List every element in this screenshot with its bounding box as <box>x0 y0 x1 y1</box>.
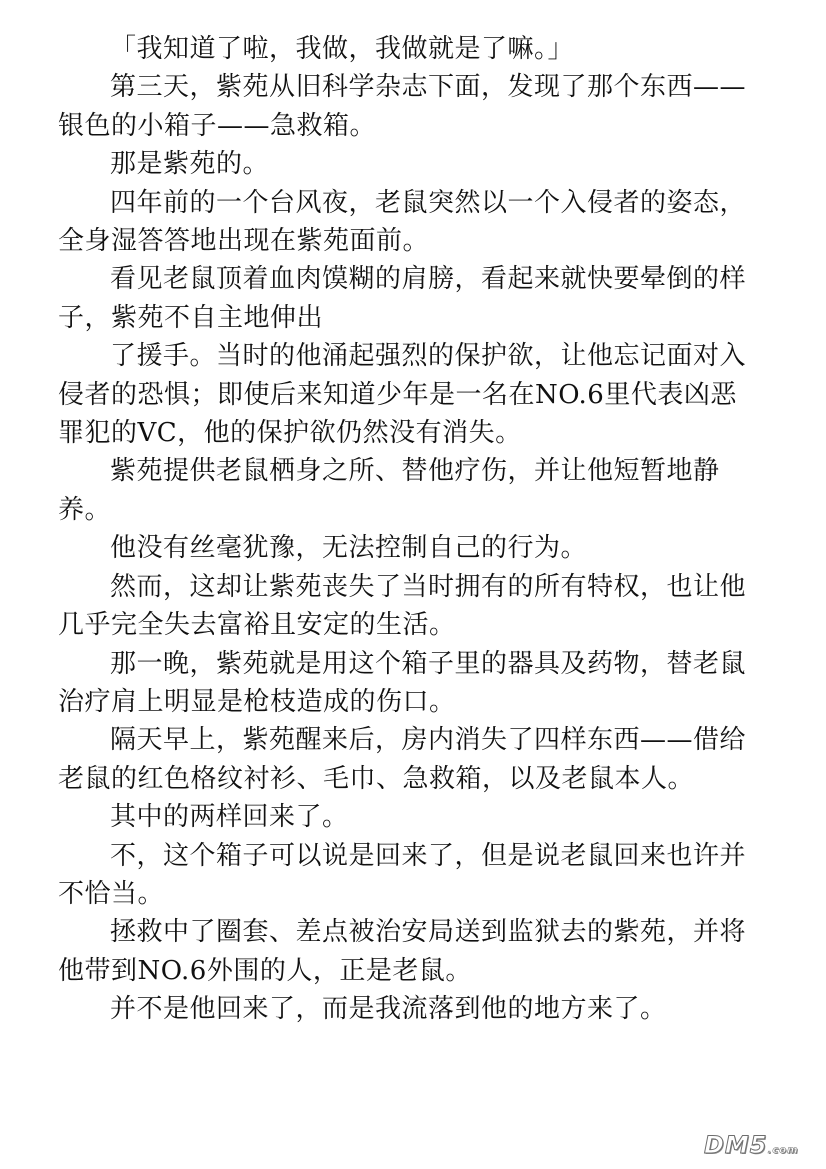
paragraph-5: 看见老鼠顶着血肉馍糊的肩膀，看起来就快要晕倒的样子，紫苑不自主地伸出 <box>58 264 747 333</box>
watermark-brand: DM5 <box>704 1131 768 1159</box>
paragraph-15: 并不是他回来了，而是我流落到他的地方来了。 <box>110 994 667 1025</box>
paragraph-14: 拯救中了圈套、差点被治安局送到监狱去的紫苑，并将他带到NO.6外围的人，正是老鼠。 <box>58 917 747 986</box>
paragraph-6: 了援手。当时的他涌起强烈的保护欲，让他忘记面对入侵者的恐惧；即使后来知道少年是一名在NO.6里代表凶恶罪犯的VC，他的保护欲仍然没有消失。 <box>58 341 747 449</box>
paragraph-8: 他没有丝毫犹豫，无法控制自己的行为。 <box>110 533 588 564</box>
paragraph-11: 隔天早上，紫苑醒来后，房内消失了四样东西——借给老鼠的红色格纹衬衫、毛巾、急救箱，以及老鼠本人。 <box>58 725 747 794</box>
watermark-suffix: .com <box>767 1145 799 1156</box>
site-watermark-logo <box>704 1131 814 1161</box>
paragraph-13: 不，这个箱子可以说是回来了，但是说老鼠回来也许并不恰当。 <box>58 840 747 909</box>
paragraph-7: 紫苑提供老鼠栖身之所、替他疗伤，并让他短暂地静养。 <box>58 456 720 525</box>
novel-page-text <box>58 30 758 1029</box>
paragraph-9: 然而，这却让紫苑丧失了当时拥有的所有特权，也让他几乎完全失去富裕且安定的生活。 <box>58 571 747 641</box>
paragraph-4: 四年前的一个台风夜，老鼠突然以一个入侵者的姿态，全身湿答答地出现在紫苑面前。 <box>58 187 747 257</box>
paragraph-3: 那是紫苑的。 <box>110 149 270 180</box>
paragraph-12: 其中的两样回来了。 <box>110 802 349 833</box>
paragraph-1: 「我知道了啦，我做，我做就是了嘛。」 <box>110 34 575 64</box>
paragraph-2: 第三天，紫苑从旧科学杂志下面，发现了那个东西——银色的小箱子——急救箱。 <box>58 72 747 141</box>
paragraph-10: 那一晚，紫苑就是用这个箱子里的器具及药物，替老鼠治疗肩上明显是枪枝造成的伤口。 <box>58 648 747 717</box>
